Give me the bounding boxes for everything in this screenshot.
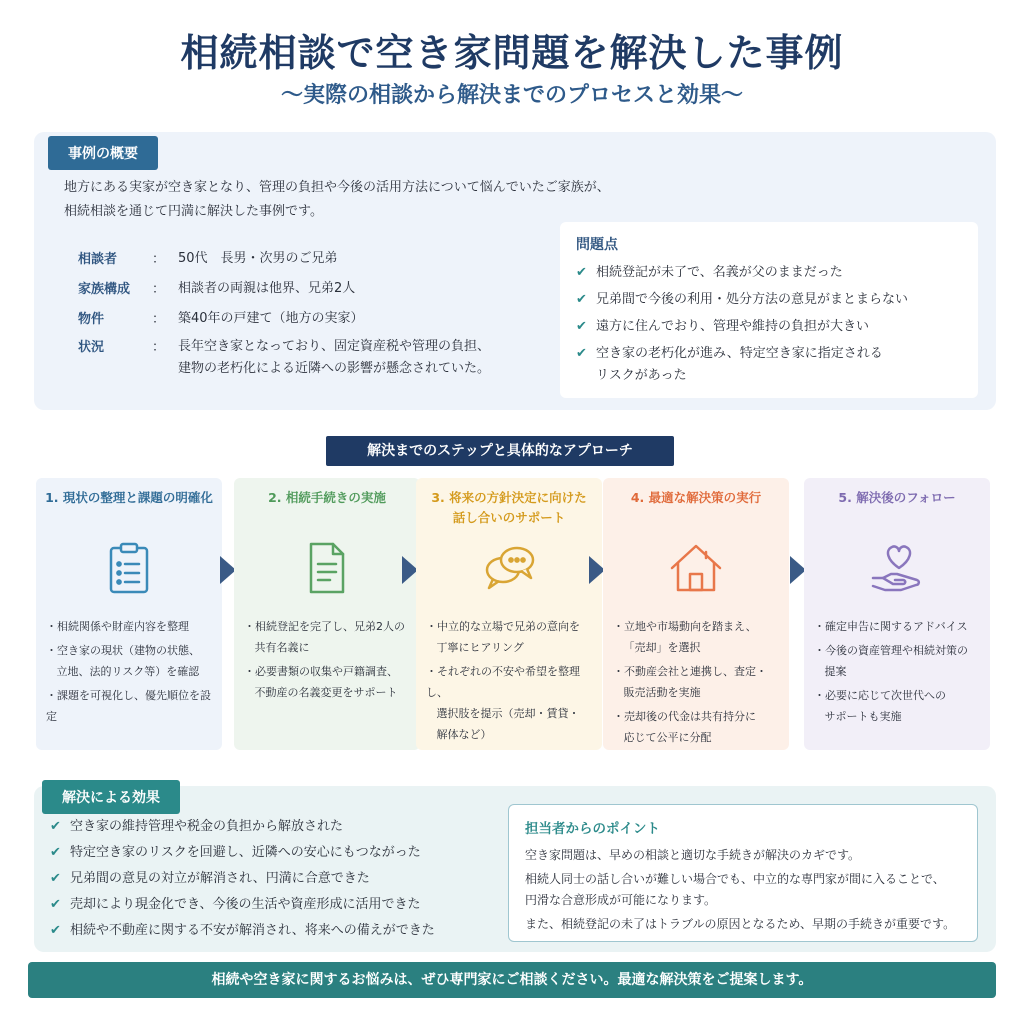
step-title-line: 3. 将来の方針決定に向けた (431, 490, 587, 505)
chat-bubbles-icon (479, 538, 539, 598)
page-subtitle: 〜実際の相談から解決までのプロセスと効果〜 (280, 83, 743, 108)
info-row-property (78, 308, 538, 330)
info-value-line: 建物の老朽化による近隣への影響が懸念されていた。 (178, 361, 491, 376)
check-icon: ✔ (50, 923, 61, 938)
problem-item (576, 262, 968, 284)
step-point-line: 中立的な立場で兄弟の意向を (437, 620, 580, 633)
problem-text: 相続登記が未了で、名義が父のままだった (596, 265, 843, 280)
check-icon: ✔ (50, 871, 61, 886)
step-point-line: 今後の資産管理や相続対策の (825, 644, 968, 657)
effect-item (50, 920, 490, 942)
step-point (613, 661, 783, 703)
problem-text: 兄弟間で今後の利用・処分方法の意見がまとまらない (596, 292, 909, 307)
point-title: 担当者からのポイント (525, 821, 660, 837)
step-title: 2. 相続手続きの実施 (268, 490, 386, 505)
step-point-line: サポートも実施 (824, 710, 902, 723)
overview-section (34, 132, 996, 410)
info-colon: ： (152, 282, 166, 297)
step-point-line: 「売却」を選択 (623, 641, 701, 654)
overview-tag: 事例の概要 (48, 136, 158, 170)
step-point (613, 616, 783, 658)
info-value-line: 長年空き家となっており、固定資産税や管理の負担、 (178, 339, 491, 354)
point-body (525, 845, 969, 938)
step-points (814, 616, 984, 730)
check-icon: ✔ (50, 819, 61, 834)
page-title: 相続相談で空き家問題を解決した事例 (180, 31, 844, 75)
info-key: 物件 (78, 312, 105, 327)
step-5-card (804, 478, 990, 750)
problem-list (576, 262, 968, 387)
check-icon: ✔ (576, 265, 587, 280)
problem-item (576, 289, 968, 311)
step-point-line: 相続登記を完了し、兄弟2人の (255, 620, 405, 633)
check-icon: ✔ (50, 897, 61, 912)
step-point-line: 必要に応じて次世代への (825, 689, 946, 702)
step-title: 4. 最適な解決策の実行 (630, 490, 762, 505)
heart-hand-icon (867, 538, 927, 598)
step-point (814, 640, 984, 682)
house-icon (666, 538, 726, 598)
step-point-line: 販売活動を実施 (623, 686, 701, 699)
step-point-line: 提案 (824, 665, 847, 678)
info-value: 築40年の戸建て（地方の実家） (178, 311, 364, 326)
step-point (613, 706, 783, 748)
clipboard-icon (99, 538, 159, 598)
info-row-consultant (78, 248, 538, 270)
info-key: 相談者 (78, 252, 118, 267)
check-icon: ✔ (576, 292, 587, 307)
step-3-card (416, 478, 602, 750)
step-title: 1. 現状の整理と課題の明確化 (45, 490, 213, 505)
overview-description (64, 176, 684, 224)
info-key: 家族構成 (78, 282, 131, 297)
check-icon: ✔ (50, 845, 61, 860)
point-paragraph: また、相続登記の未了はトラブルの原因となるため、早期の手続きが重要です。 (525, 917, 956, 931)
point-paragraph: 空き家問題は、早めの相談と適切な手続きが解決のカギです。 (525, 848, 861, 862)
info-value: 相談者の両親は他界、兄弟2人 (178, 281, 356, 296)
document-icon (297, 538, 357, 598)
step-point (244, 616, 414, 658)
overview-desc-line: 地方にある実家が空き家となり、管理の負担や今後の活用方法について悩んでいたご家族が、 (64, 180, 610, 195)
footer-banner: 相続や空き家に関するお悩みは、ぜひ専門家にご相談ください。最適な解決策をご提案します。 (28, 962, 996, 998)
step-point (426, 661, 596, 745)
effects-list (50, 816, 490, 946)
step-point (46, 640, 216, 682)
effect-item (50, 842, 490, 864)
check-icon: ✔ (576, 319, 587, 334)
info-colon: ： (152, 340, 166, 355)
step-point (244, 661, 414, 703)
point-card (508, 804, 978, 942)
problem-text: 遠方に住んでおり、管理や維持の負担が大きい (596, 319, 870, 334)
step-points (426, 616, 596, 748)
info-value (178, 336, 538, 380)
effect-item (50, 816, 490, 838)
step-point: ・ 確定申告に関するアドバイス (814, 616, 984, 637)
step-point: ・ 相続関係や財産内容を整理 (46, 616, 216, 637)
step-point-line: 不動産会社と連携し、査定・ (624, 665, 767, 678)
step-2-card (234, 478, 420, 750)
problem-item (576, 316, 968, 338)
step-point (426, 616, 596, 658)
step-title-line: 話し合いのサポート (452, 510, 566, 525)
step-point-line: 選択肢を提示（売却・賃貸・ (436, 707, 580, 720)
info-row-situation (78, 336, 538, 380)
steps-header: 解決までのステップと具体的なアプローチ (326, 436, 674, 466)
step-point-line: 解体など） (436, 728, 492, 741)
effect-text: 特定空き家のリスクを回避し、近隣への安心にもつながった (70, 845, 421, 860)
step-point: ・ 課題を可視化し、優先順位を設定 (46, 685, 216, 727)
step-point-line: 応じて公平に分配 (623, 731, 712, 744)
effect-text: 相続や不動産に関する不安が解消され、将来への備えができた (70, 923, 435, 938)
effect-text: 売却により現金化でき、今後の生活や資産形成に活用できた (70, 897, 421, 912)
overview-desc-line: 相続相談を通じて円満に解決した事例です。 (64, 204, 323, 219)
problem-text-line: 空き家の老朽化が進み、特定空き家に指定される (596, 346, 883, 361)
effect-text: 空き家の維持管理や税金の負担から解放された (70, 819, 344, 834)
step-point-line: 不動産の名義変更をサポート (254, 686, 398, 699)
step-point-line: 共有名義に (254, 641, 310, 654)
point-line: 円滑な合意形成が可能になります。 (525, 893, 717, 907)
step-point (814, 685, 984, 727)
info-value: 50代 長男・次男のご兄弟 (178, 251, 338, 266)
step-point-line: 立地、法的リスク等）を確認 (56, 665, 200, 678)
step-points (244, 616, 414, 706)
step-title (422, 488, 596, 528)
step-point-line: それぞれの不安や希望を整理し、 (426, 665, 580, 699)
check-icon: ✔ (576, 346, 587, 361)
step-point-line: 丁寧にヒアリング (436, 641, 524, 654)
effects-tag: 解決による効果 (42, 780, 180, 814)
info-colon: ： (152, 312, 166, 327)
step-point-line: 売却後の代金は共有持分に (624, 710, 756, 723)
problem-item (576, 343, 968, 387)
problem-title: 問題点 (576, 237, 618, 253)
effect-text: 兄弟間の意見の対立が解消され、円満に合意できた (70, 871, 370, 886)
info-key: 状況 (78, 340, 105, 355)
effect-item (50, 894, 490, 916)
step-4-card (603, 478, 789, 750)
step-point-line: 必要書類の収集や戸籍調査、 (255, 665, 398, 678)
effects-section (34, 786, 996, 952)
step-points (613, 616, 783, 751)
effect-item (50, 868, 490, 890)
point-line: 相続人同士の話し合いが難しい場合でも、中立的な専門家が間に入ることで、 (525, 872, 945, 886)
problem-text-line: リスクがあった (596, 368, 687, 383)
info-colon: ： (152, 252, 166, 267)
step-1-card (36, 478, 222, 750)
point-paragraph (525, 869, 969, 911)
problem-card (560, 222, 978, 398)
problem-text (596, 343, 883, 387)
step-points (46, 616, 216, 730)
step-point-line: 立地や市場動向を踏まえ、 (624, 620, 757, 633)
info-row-family (78, 278, 538, 300)
step-point-line: 空き家の現状（建物の状態、 (57, 644, 200, 657)
step-title: 5. 解決後のフォロー (838, 490, 956, 505)
